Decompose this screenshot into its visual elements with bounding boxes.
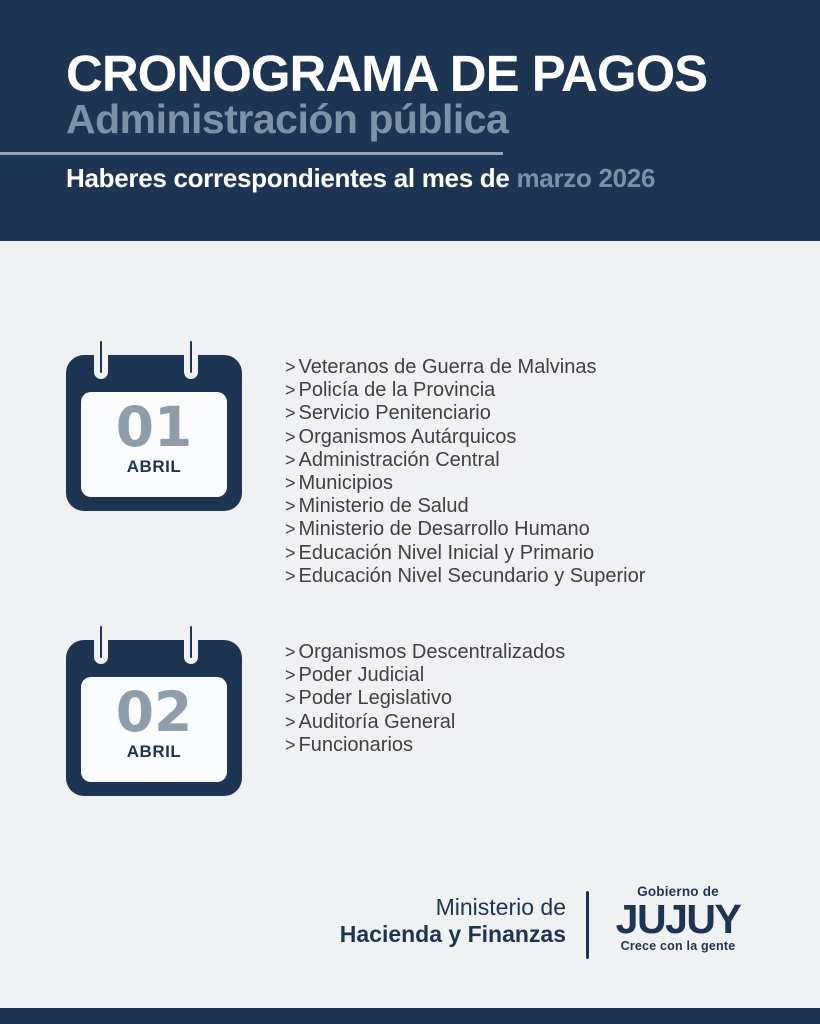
period-value: marzo 2026 [516,163,656,193]
ministry-line1: Ministerio de [435,894,566,920]
chevron-marker-icon: > [285,357,296,377]
calendar-icon [66,620,242,796]
calendar-day: 01 [115,395,193,459]
calendar-icon [66,335,242,511]
list-item [285,711,565,734]
logo-tagline-text: Crece con la gente [620,939,736,953]
list-item [285,565,645,588]
list-item [285,641,565,664]
chevron-marker-icon: > [285,403,296,424]
page-title: CRONOGRAMA DE PAGOS [66,45,708,102]
list-item [285,664,565,687]
list-item-label: Ministerio de Salud [298,495,469,518]
period-line [66,163,655,194]
list-item [285,449,645,472]
chevron-marker-icon: > [285,734,296,755]
ministry-signature [340,894,566,948]
logo-top-text: Gobierno de [637,884,719,899]
list-item-label: Veteranos de Guerra de Malvinas [298,356,597,378]
list-item [285,518,645,541]
calendar-month: ABRIL [126,742,182,761]
calendar-face [81,677,227,782]
chevron-marker-icon: > [285,519,296,540]
chevron-marker-icon: > [285,565,296,586]
calendar-face [81,392,227,497]
list-item-label: Administración Central [298,448,500,471]
chevron-marker-icon: > [285,380,296,401]
list-item-label: Organismos Descentralizados [298,641,566,663]
list-item-label: Poder Legislativo [298,687,452,710]
payee-list [285,641,565,757]
list-item-label: Poder Judicial [298,664,425,687]
list-item [285,402,645,425]
list-item-label: Policía de la Provincia [298,379,496,402]
list-item-label: Funcionarios [298,733,414,756]
list-item [285,542,645,565]
list-item-label: Municipios [298,472,393,495]
calendar-day: 02 [115,680,193,744]
list-item [285,426,645,449]
chevron-marker-icon: > [285,542,296,563]
schedule-row [0,620,820,905]
list-item-label: Educación Nivel Secundario y Superior [298,564,646,587]
logo-name-text: JUJUY [615,896,741,942]
header-divider [0,152,503,155]
chevron-marker-icon: > [285,711,296,732]
list-item-label: Servicio Penitenciario [298,402,491,425]
payee-list [285,356,645,588]
list-item [285,495,645,518]
page-subtitle: Administración pública [66,96,509,142]
schedule-row [0,335,820,620]
list-item [285,687,565,710]
ministry-line2: Hacienda y Finanzas [339,921,566,947]
header-banner [0,0,820,241]
chevron-marker-icon: > [285,688,296,709]
chevron-marker-icon: > [285,426,296,447]
government-logo [608,884,748,953]
schedule [0,335,820,905]
calendar-ring-icon [94,335,108,379]
list-item [285,356,645,379]
chevron-marker-icon: > [285,473,296,494]
period-label: Haberes correspondientes al mes de [66,163,517,193]
calendar-ring-icon [184,620,198,664]
list-item [285,734,565,757]
chevron-marker-icon: > [285,449,296,470]
footer-divider [586,891,589,959]
list-item-label: Auditoría General [298,710,456,733]
chevron-marker-icon: > [285,496,296,517]
list-item-label: Ministerio de Desarrollo Humano [298,518,590,541]
chevron-marker-icon: > [285,642,296,662]
list-item [285,472,645,495]
calendar-ring-icon [184,335,198,379]
list-item-label: Educación Nivel Inicial y Primario [298,541,595,564]
calendar-month: ABRIL [126,457,182,476]
calendar-ring-icon [94,620,108,664]
bottom-bar [0,1008,820,1024]
list-item [285,379,645,402]
list-item-label: Organismos Autárquicos [298,425,517,448]
chevron-marker-icon: > [285,665,296,686]
